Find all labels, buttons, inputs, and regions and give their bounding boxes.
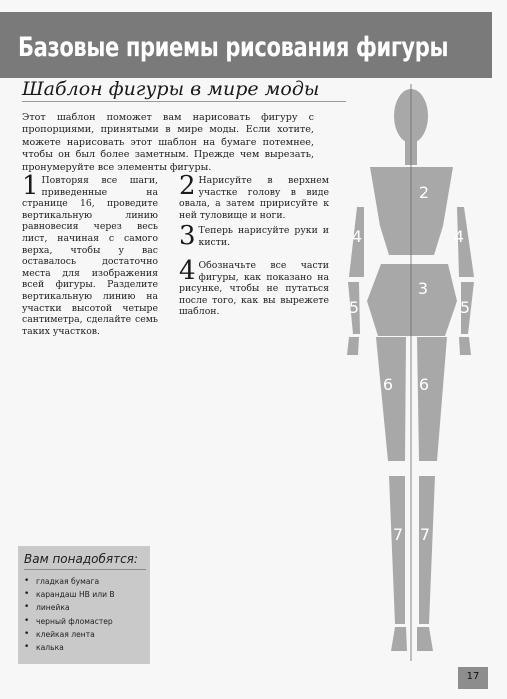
page-number: 17 xyxy=(466,671,480,682)
label-shin-right: 7 xyxy=(419,525,431,544)
supplies-item: • клейкая лента xyxy=(24,628,115,641)
figure-torso xyxy=(370,167,453,255)
figure-shin-left xyxy=(389,476,405,624)
fashion-figure-template xyxy=(333,81,493,666)
label-forearm-right: 5 xyxy=(459,298,471,317)
page-title: Базовые приемы рисования фигуры xyxy=(18,32,449,63)
supplies-item: • черный фломастер xyxy=(24,615,115,628)
figure-shin-right xyxy=(419,476,435,624)
supplies-list xyxy=(24,575,115,654)
step-4-text: Обозначьте все части фигуры, как показано на рисунке, чтобы не путаться после того, как вы вырежете шаблон. xyxy=(179,260,329,318)
step-2-number: 2 xyxy=(179,171,196,201)
label-thigh-right: 6 xyxy=(418,375,430,394)
step-3 xyxy=(179,221,329,251)
supplies-item: • линейка xyxy=(24,601,115,614)
figure-foot-right xyxy=(417,627,433,651)
label-hips: 3 xyxy=(417,279,429,298)
page-number-tab xyxy=(458,667,488,689)
label-thigh-left: 6 xyxy=(382,375,394,394)
label-torso: 2 xyxy=(418,183,430,202)
figure-hand-left xyxy=(347,337,359,355)
figure-hand-right xyxy=(459,337,471,355)
intro-paragraph: Этот шаблон поможет вам нарисовать фигуру с пропорциями, принятыми в мире моды. Если хотите, можете нарисовать этот шаблон на бумаге потемнее, чтобы он был более заметным. Прежде чем вырезать, пронумеруйте все элементы фигуры. xyxy=(22,112,314,173)
step-4-number: 4 xyxy=(179,256,196,286)
step-1-text: Повторяя все шаги, приведенные на странице 16, проведите вертикальную линию равновесия через весь лист, начиная с самого верха, чтобы у вас оставалось достаточно места для изображения всей фигуры. Разделите вертикальную линию на участки высотой четыре сантиметра, сделайте семь таких участков. xyxy=(22,175,158,337)
step-4 xyxy=(179,256,329,318)
supplies-title: Вам понадобятся: xyxy=(24,552,138,566)
figure-parts xyxy=(347,89,474,651)
step-1 xyxy=(22,171,158,337)
figure-hips xyxy=(367,264,457,336)
step-3-text: Теперь нарисуйте руки и кисти. xyxy=(198,225,329,248)
label-forearm-left: 5 xyxy=(348,298,360,317)
label-shin-left: 7 xyxy=(392,525,404,544)
step-2-text: Нарисуйте в верхнем участке голову в виде овала, а затем пририсуйте к ней туловище и ноги. xyxy=(179,175,329,221)
header-band xyxy=(0,12,492,78)
label-upper-arm-right: 4 xyxy=(453,227,465,246)
supplies-box xyxy=(18,546,150,664)
figure-thigh-left xyxy=(376,337,406,461)
subtitle-divider xyxy=(22,101,346,102)
step-1-number: 1 xyxy=(22,171,39,201)
supplies-item: • карандаш HB или B xyxy=(24,588,115,601)
section-subtitle: Шаблон фигуры в мире моды xyxy=(22,78,320,100)
figure-foot-left xyxy=(391,627,407,651)
supplies-item: • калька xyxy=(24,641,115,654)
step-3-number: 3 xyxy=(179,221,196,251)
label-upper-arm-left: 4 xyxy=(351,227,363,246)
step-2 xyxy=(179,171,329,221)
supplies-item: • гладкая бумага xyxy=(24,575,115,588)
figure-thigh-right xyxy=(417,337,447,461)
